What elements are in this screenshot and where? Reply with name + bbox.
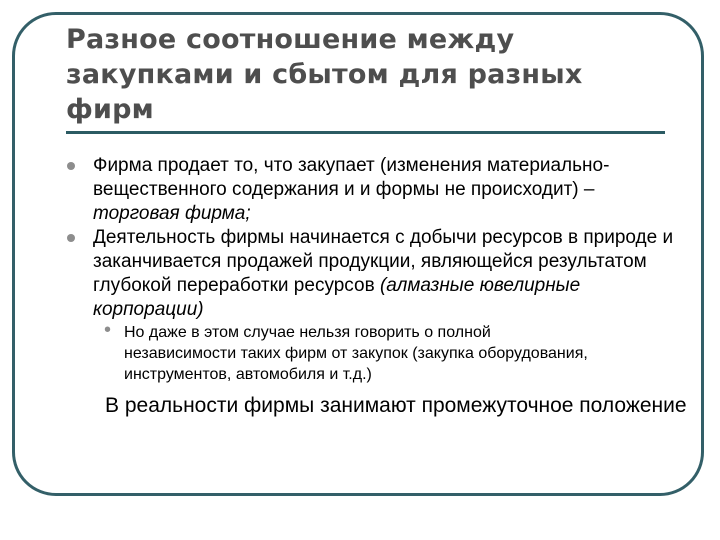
sub-bullet-text: Но даже в этом случае нельзя говорить о полной независимости таких фирм от закупок (закупка оборудования, инструментов, автомобиля и т.д.) [124,324,588,383]
sub-bullet-item [102,319,594,385]
bullet-italic-text: (алмазные ювелирные корпорации) [93,275,581,320]
bullet-list [66,154,686,419]
bullet-item-trading-firm [66,154,686,226]
sub-bullet-dot-icon: • [104,319,112,341]
bullet-dot-icon [67,162,75,170]
bullet-italic-text: торговая фирма; [93,203,251,224]
bullet-item-resource-firm [66,226,686,322]
bullet-text: Фирма продает то, что закупает (изменения материально-вещественного содержания и и формы не происходит) – [93,155,610,200]
title-divider [66,131,665,134]
bullet-dot-icon [67,234,75,242]
slide-title: Разное соотношение между закупками и сбытом для разных фирм [66,24,583,125]
conclusion-text: В реальности фирмы занимают промежуточное положение [105,394,687,417]
bullet-text: Деятельность фирмы начинается с добычи ресурсов в природе и заканчивается продажей продукции, являющейся результатом глубокой переработки ресурсов [93,227,674,296]
